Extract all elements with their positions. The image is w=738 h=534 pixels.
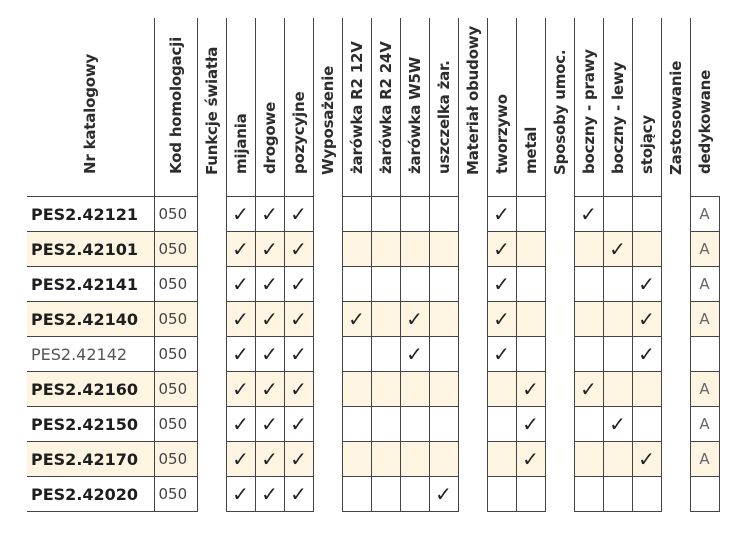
column-header-label: Kod homologacji — [166, 36, 185, 174]
separator-cell — [313, 267, 342, 302]
dedicated-cell: A — [690, 302, 719, 337]
checkmark-icon: ✓ — [493, 272, 510, 296]
check-cell — [400, 267, 429, 302]
check-cell — [603, 442, 632, 477]
check-cell — [371, 267, 400, 302]
column-header — [603, 18, 632, 197]
check-cell — [487, 302, 516, 337]
checkmark-icon: ✓ — [232, 377, 249, 401]
separator-cell — [197, 372, 226, 407]
check-cell — [284, 442, 313, 477]
check-cell — [487, 197, 516, 232]
check-cell — [632, 477, 661, 512]
checkmark-icon: ✓ — [261, 482, 278, 506]
checkmark-icon: ✓ — [522, 412, 539, 436]
checkmark-icon: ✓ — [290, 447, 307, 471]
check-cell — [255, 442, 284, 477]
checkmark-icon: ✓ — [261, 307, 278, 331]
check-cell — [516, 267, 545, 302]
check-cell — [284, 337, 313, 372]
check-cell — [574, 337, 603, 372]
homologation-code-cell: 050 — [154, 372, 197, 407]
column-header-label: boczny - lewy — [608, 61, 627, 174]
checkmark-icon: ✓ — [290, 237, 307, 261]
checkmark-icon: ✓ — [261, 412, 278, 436]
separator-cell — [458, 477, 487, 512]
separator-cell — [661, 302, 690, 337]
homologation-code-cell: 050 — [154, 267, 197, 302]
check-cell — [226, 197, 255, 232]
checkmark-icon: ✓ — [290, 377, 307, 401]
table-row — [27, 477, 719, 512]
check-cell — [574, 442, 603, 477]
homologation-code-cell: 050 — [154, 477, 197, 512]
column-header — [255, 18, 284, 197]
column-header-label: żarówka R2 24V — [376, 41, 395, 174]
check-cell — [342, 442, 371, 477]
checkmark-icon: ✓ — [232, 482, 249, 506]
catalog-number-cell: PES2.42141 — [27, 267, 154, 302]
separator-cell — [545, 302, 574, 337]
separator-cell — [313, 407, 342, 442]
column-header-label: stojący — [637, 115, 656, 174]
check-cell — [284, 407, 313, 442]
check-cell — [574, 302, 603, 337]
check-cell — [603, 302, 632, 337]
separator-cell — [545, 337, 574, 372]
table-row — [27, 232, 719, 267]
check-cell — [574, 197, 603, 232]
product-table — [27, 18, 720, 512]
column-header-label: żarówka W5W — [405, 56, 424, 174]
checkmark-icon: ✓ — [580, 377, 597, 401]
catalog-number-cell: PES2.42170 — [27, 442, 154, 477]
check-cell — [400, 477, 429, 512]
check-cell — [255, 477, 284, 512]
table-row — [27, 267, 719, 302]
column-header — [429, 18, 458, 197]
checkmark-icon: ✓ — [638, 447, 655, 471]
homologation-code-cell: 050 — [154, 337, 197, 372]
dedicated-cell: A — [690, 407, 719, 442]
column-header-label: dedykowane — [695, 69, 714, 174]
column-header-label: Nr katalogowy — [81, 53, 100, 174]
checkmark-icon: ✓ — [261, 342, 278, 366]
check-cell — [429, 302, 458, 337]
catalog-number-cell: PES2.42020 — [27, 477, 154, 512]
check-cell — [400, 407, 429, 442]
check-cell — [487, 407, 516, 442]
separator-cell — [313, 302, 342, 337]
check-cell — [400, 337, 429, 372]
check-cell — [632, 302, 661, 337]
table-row — [27, 372, 719, 407]
separator-cell — [458, 407, 487, 442]
check-cell — [516, 337, 545, 372]
catalog-number-cell: PES2.42101 — [27, 232, 154, 267]
catalog-number-cell: PES2.42140 — [27, 302, 154, 337]
check-cell — [226, 442, 255, 477]
check-cell — [400, 442, 429, 477]
dedicated-cell: A — [690, 197, 719, 232]
column-header-label: żarówka R2 12V — [347, 41, 366, 174]
separator-cell — [197, 407, 226, 442]
separator-cell — [197, 267, 226, 302]
column-header — [313, 18, 342, 197]
checkmark-icon: ✓ — [232, 202, 249, 226]
checkmark-icon: ✓ — [406, 342, 423, 366]
checkmark-icon: ✓ — [580, 202, 597, 226]
check-cell — [574, 232, 603, 267]
homologation-code-cell: 050 — [154, 197, 197, 232]
table-row — [27, 442, 719, 477]
dedicated-cell: A — [690, 372, 719, 407]
check-cell — [632, 232, 661, 267]
column-header — [487, 18, 516, 197]
check-cell — [284, 197, 313, 232]
check-cell — [632, 442, 661, 477]
table-row — [27, 337, 719, 372]
check-cell — [255, 197, 284, 232]
checkmark-icon: ✓ — [290, 202, 307, 226]
separator-cell — [545, 407, 574, 442]
check-cell — [574, 267, 603, 302]
separator-cell — [197, 337, 226, 372]
check-cell — [284, 267, 313, 302]
separator-cell — [661, 407, 690, 442]
separator-cell — [661, 232, 690, 267]
check-cell — [516, 407, 545, 442]
check-cell — [284, 302, 313, 337]
check-cell — [574, 372, 603, 407]
column-header-label: drogowe — [260, 101, 279, 174]
column-header — [574, 18, 603, 197]
dedicated-cell — [690, 477, 719, 512]
checkmark-icon: ✓ — [348, 307, 365, 331]
catalog-number-cell: PES2.42150 — [27, 407, 154, 442]
check-cell — [226, 477, 255, 512]
column-header — [197, 18, 226, 197]
checkmark-icon: ✓ — [522, 377, 539, 401]
check-cell — [226, 407, 255, 442]
check-cell — [632, 267, 661, 302]
check-cell — [371, 442, 400, 477]
separator-cell — [197, 232, 226, 267]
dedicated-cell — [690, 337, 719, 372]
column-header-label: pozycyjne — [289, 91, 308, 174]
checkmark-icon: ✓ — [232, 342, 249, 366]
check-cell — [284, 477, 313, 512]
column-header-label: Zastosowanie — [666, 60, 685, 175]
check-cell — [255, 232, 284, 267]
check-cell — [342, 372, 371, 407]
column-header — [545, 18, 574, 197]
check-cell — [516, 197, 545, 232]
checkmark-icon: ✓ — [232, 237, 249, 261]
separator-cell — [545, 442, 574, 477]
checkmark-icon: ✓ — [290, 272, 307, 296]
column-header — [342, 18, 371, 197]
header-row — [27, 18, 719, 197]
check-cell — [226, 267, 255, 302]
check-cell — [516, 442, 545, 477]
check-cell — [342, 267, 371, 302]
check-cell — [632, 407, 661, 442]
checkmark-icon: ✓ — [261, 202, 278, 226]
column-header — [371, 18, 400, 197]
separator-cell — [313, 442, 342, 477]
separator-cell — [661, 477, 690, 512]
checkmark-icon: ✓ — [290, 307, 307, 331]
separator-cell — [661, 267, 690, 302]
separator-cell — [313, 477, 342, 512]
check-cell — [603, 232, 632, 267]
check-cell — [603, 267, 632, 302]
homologation-code-cell: 050 — [154, 302, 197, 337]
check-cell — [603, 197, 632, 232]
checkmark-icon: ✓ — [232, 272, 249, 296]
column-header-label: Funkcje światła — [202, 46, 221, 175]
check-cell — [226, 302, 255, 337]
separator-cell — [458, 442, 487, 477]
column-header — [27, 18, 154, 197]
check-cell — [226, 337, 255, 372]
column-header-label: mijania — [231, 113, 250, 174]
check-cell — [255, 407, 284, 442]
check-cell — [400, 372, 429, 407]
check-cell — [603, 407, 632, 442]
column-header-label: tworzywo — [492, 94, 511, 174]
column-header — [516, 18, 545, 197]
separator-cell — [458, 337, 487, 372]
check-cell — [429, 477, 458, 512]
checkmark-icon: ✓ — [290, 482, 307, 506]
table-row — [27, 302, 719, 337]
column-header-label: Sposoby umoc. — [550, 49, 569, 175]
check-cell — [226, 372, 255, 407]
check-cell — [371, 477, 400, 512]
check-cell — [429, 407, 458, 442]
dedicated-cell: A — [690, 442, 719, 477]
check-cell — [371, 232, 400, 267]
column-header — [400, 18, 429, 197]
checkmark-icon: ✓ — [261, 447, 278, 471]
check-cell — [371, 337, 400, 372]
column-header — [226, 18, 255, 197]
check-cell — [603, 477, 632, 512]
check-cell — [342, 407, 371, 442]
column-header-label: uszczelka żar. — [434, 60, 453, 174]
check-cell — [429, 232, 458, 267]
check-cell — [516, 302, 545, 337]
check-cell — [255, 337, 284, 372]
catalog-number-cell: PES2.42160 — [27, 372, 154, 407]
separator-cell — [661, 197, 690, 232]
dedicated-cell: A — [690, 232, 719, 267]
check-cell — [429, 197, 458, 232]
separator-cell — [545, 232, 574, 267]
column-header — [632, 18, 661, 197]
checkmark-icon: ✓ — [609, 412, 626, 436]
separator-cell — [313, 372, 342, 407]
checkmark-icon: ✓ — [435, 482, 452, 506]
separator-cell — [458, 232, 487, 267]
separator-cell — [313, 232, 342, 267]
separator-cell — [545, 372, 574, 407]
check-cell — [255, 267, 284, 302]
checkmark-icon: ✓ — [261, 237, 278, 261]
separator-cell — [661, 337, 690, 372]
check-cell — [632, 197, 661, 232]
checkmark-icon: ✓ — [232, 307, 249, 331]
catalog-number-cell: PES2.42121 — [27, 197, 154, 232]
separator-cell — [458, 372, 487, 407]
checkmark-icon: ✓ — [493, 307, 510, 331]
check-cell — [400, 197, 429, 232]
check-cell — [342, 232, 371, 267]
table-body — [27, 197, 719, 512]
check-cell — [487, 232, 516, 267]
homologation-code-cell: 050 — [154, 407, 197, 442]
checkmark-icon: ✓ — [261, 272, 278, 296]
check-cell — [487, 372, 516, 407]
catalog-number-cell: PES2.42142 — [27, 337, 154, 372]
column-header — [154, 18, 197, 197]
check-cell — [632, 337, 661, 372]
checkmark-icon: ✓ — [522, 447, 539, 471]
separator-cell — [197, 197, 226, 232]
column-header — [661, 18, 690, 197]
checkmark-icon: ✓ — [493, 237, 510, 261]
checkmark-icon: ✓ — [638, 272, 655, 296]
check-cell — [400, 232, 429, 267]
column-header — [690, 18, 719, 197]
check-cell — [487, 267, 516, 302]
check-cell — [574, 407, 603, 442]
column-header — [458, 18, 487, 197]
check-cell — [574, 477, 603, 512]
check-cell — [400, 302, 429, 337]
checkmark-icon: ✓ — [493, 202, 510, 226]
separator-cell — [661, 372, 690, 407]
check-cell — [371, 302, 400, 337]
checkmark-icon: ✓ — [493, 342, 510, 366]
dedicated-cell: A — [690, 267, 719, 302]
separator-cell — [545, 477, 574, 512]
checkmark-icon: ✓ — [638, 342, 655, 366]
checkmark-icon: ✓ — [261, 377, 278, 401]
separator-cell — [458, 197, 487, 232]
check-cell — [226, 232, 255, 267]
check-cell — [632, 372, 661, 407]
column-header-label: Wyposażenie — [318, 65, 337, 175]
check-cell — [342, 197, 371, 232]
separator-cell — [197, 442, 226, 477]
column-header-label: metal — [521, 126, 540, 174]
separator-cell — [197, 477, 226, 512]
check-cell — [371, 197, 400, 232]
separator-cell — [313, 197, 342, 232]
checkmark-icon: ✓ — [232, 447, 249, 471]
table-row — [27, 407, 719, 442]
separator-cell — [545, 267, 574, 302]
check-cell — [429, 372, 458, 407]
separator-cell — [313, 337, 342, 372]
separator-cell — [661, 442, 690, 477]
column-header — [284, 18, 313, 197]
check-cell — [342, 302, 371, 337]
check-cell — [255, 302, 284, 337]
homologation-code-cell: 050 — [154, 442, 197, 477]
check-cell — [429, 337, 458, 372]
separator-cell — [545, 197, 574, 232]
check-cell — [342, 477, 371, 512]
check-cell — [487, 337, 516, 372]
homologation-code-cell: 050 — [154, 232, 197, 267]
check-cell — [487, 477, 516, 512]
check-cell — [487, 442, 516, 477]
check-cell — [284, 372, 313, 407]
check-cell — [371, 407, 400, 442]
checkmark-icon: ✓ — [638, 307, 655, 331]
checkmark-icon: ✓ — [406, 307, 423, 331]
checkmark-icon: ✓ — [290, 412, 307, 436]
check-cell — [255, 372, 284, 407]
check-cell — [603, 372, 632, 407]
check-cell — [342, 337, 371, 372]
column-header-label: Materiał obudowy — [463, 25, 482, 175]
separator-cell — [458, 302, 487, 337]
separator-cell — [197, 302, 226, 337]
checkmark-icon: ✓ — [290, 342, 307, 366]
checkmark-icon: ✓ — [609, 237, 626, 261]
checkmark-icon: ✓ — [232, 412, 249, 436]
check-cell — [516, 372, 545, 407]
check-cell — [371, 372, 400, 407]
check-cell — [516, 477, 545, 512]
column-header-label: boczny - prawy — [579, 49, 598, 174]
separator-cell — [458, 267, 487, 302]
check-cell — [429, 442, 458, 477]
check-cell — [284, 232, 313, 267]
check-cell — [603, 337, 632, 372]
check-cell — [516, 232, 545, 267]
check-cell — [429, 267, 458, 302]
table-row — [27, 197, 719, 232]
